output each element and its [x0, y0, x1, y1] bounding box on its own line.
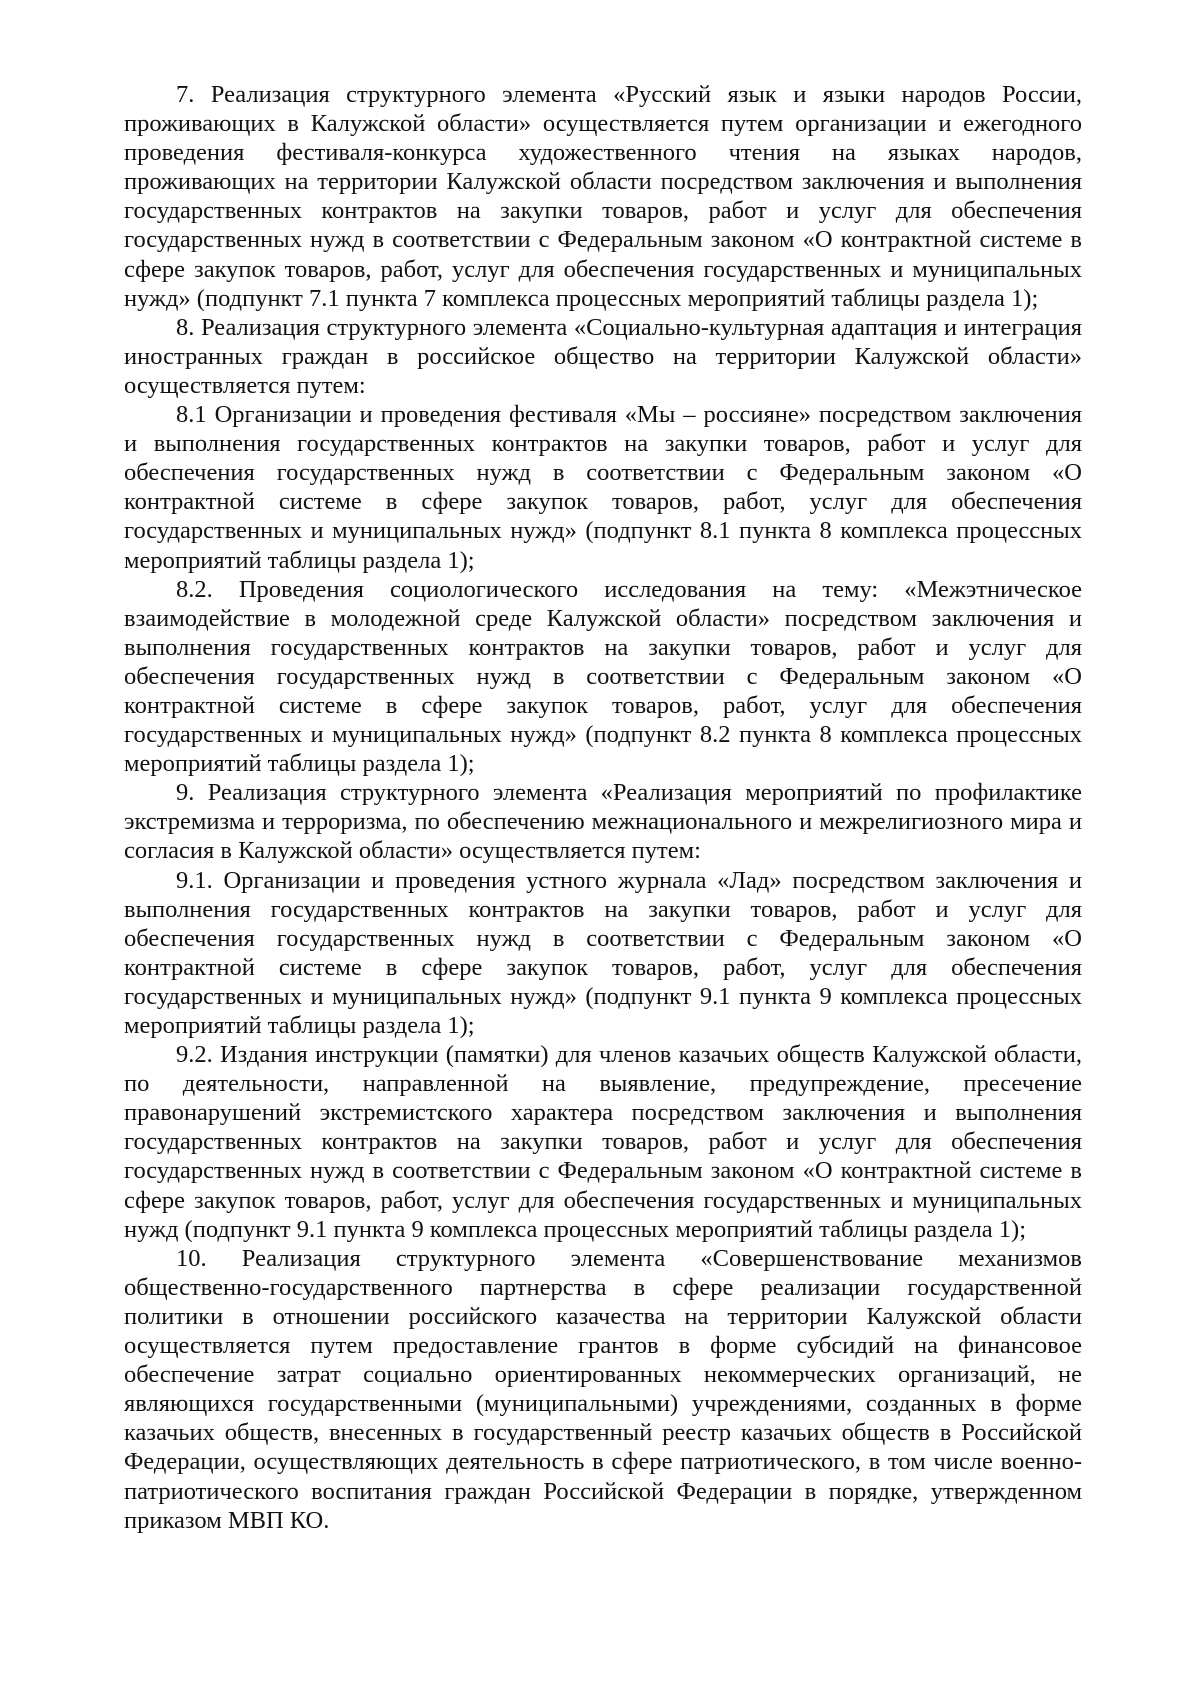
- paragraph-9-1: 9.1. Организации и проведения устного журнала «Лад» посредством заключения и выполнения государственных контрактов на закупки товаров, работ и услуг для обеспечения государственных нужд в соответствии с Федеральным законом «О контрактной системе в сфере закупок товаров, работ, услуг для обеспечения государственных и муниципальных нужд» (подпункт 9.1 пункта 9 комплекса процессных мероприятий таблицы раздела 1);: [124, 866, 1082, 1039]
- document-body: [124, 80, 1082, 1535]
- paragraph-7: 7. Реализация структурного элемента «Русский язык и языки народов России, проживающих в Калужской области» осуществляется путем организации и ежегодного проведения фестиваля-конкурса художественного чтения на языках народов, проживающих на территории Калужской области посредством заключения и выполнения государственных контрактов на закупки товаров, работ и услуг для обеспечения государственных нужд в соответствии с Федеральным законом «О контрактной системе в сфере закупок товаров, работ, услуг для обеспечения государственных и муниципальных нужд» (подпункт 7.1 пункта 7 комплекса процессных мероприятий таблицы раздела 1);: [124, 81, 1082, 312]
- paragraph-10: 10. Реализация структурного элемента «Совершенствование механизмов общественно-государственного партнерства в сфере реализации государственной политики в отношении российского казачества на территории Калужской области осуществляется путем предоставление грантов в форме субсидий на финансовое обеспечение затрат социально ориентированных некоммерческих организаций, не являющихся государственными (муниципальными) учреждениями, созданных в форме казачьих обществ, внесенных в государственный реестр казачьих обществ в Российской Федерации, осуществляющих деятельность в сфере патриотического, в том числе военно-патриотического воспитания граждан Российской Федерации в порядке, утвержденном приказом МВП КО.: [124, 1244, 1082, 1534]
- paragraph-8-1: 8.1 Организации и проведения фестиваля «Мы – россияне» посредством заключения и выполнения государственных контрактов на закупки товаров, работ и услуг для обеспечения государственных нужд в соответствии с Федеральным законом «О контрактной системе в сфере закупок товаров, работ, услуг для обеспечения государственных и муниципальных нужд» (подпункт 8.1 пункта 8 комплекса процессных мероприятий таблицы раздела 1);: [124, 401, 1082, 574]
- paragraph-9: 9. Реализация структурного элемента «Реализация мероприятий по профилактике экстремизма и терроризма, по обеспечению межнационального и межрелигиозного мира и согласия в Калужской области» осуществляется путем:: [124, 779, 1082, 865]
- paragraph-8-2: 8.2. Проведения социологического исследования на тему: «Межэтническое взаимодействие в молодежной среде Калужской области» посредством заключения и выполнения государственных контрактов на закупки товаров, работ и услуг для обеспечения государственных нужд в соответствии с Федеральным законом «О контрактной системе в сфере закупок товаров, работ, услуг для обеспечения государственных и муниципальных нужд» (подпункт 8.2 пункта 8 комплекса процессных мероприятий таблицы раздела 1);: [124, 575, 1082, 778]
- paragraph-8: 8. Реализация структурного элемента «Социально-культурная адаптация и интеграция иностранных граждан в российское общество на территории Калужской области» осуществляется путем:: [124, 313, 1082, 399]
- paragraph-9-2: 9.2. Издания инструкции (памятки) для членов казачьих обществ Калужской области, по деятельности, направленной на выявление, предупреждение, пресечение правонарушений экстремистского характера посредством заключения и выполнения государственных контрактов на закупки товаров, работ и услуг для обеспечения государственных нужд в соответствии с Федеральным законом «О контрактной системе в сфере закупок товаров, работ, услуг для обеспечения государственных и муниципальных нужд (подпункт 9.1 пункта 9 комплекса процессных мероприятий таблицы раздела 1);: [124, 1041, 1082, 1243]
